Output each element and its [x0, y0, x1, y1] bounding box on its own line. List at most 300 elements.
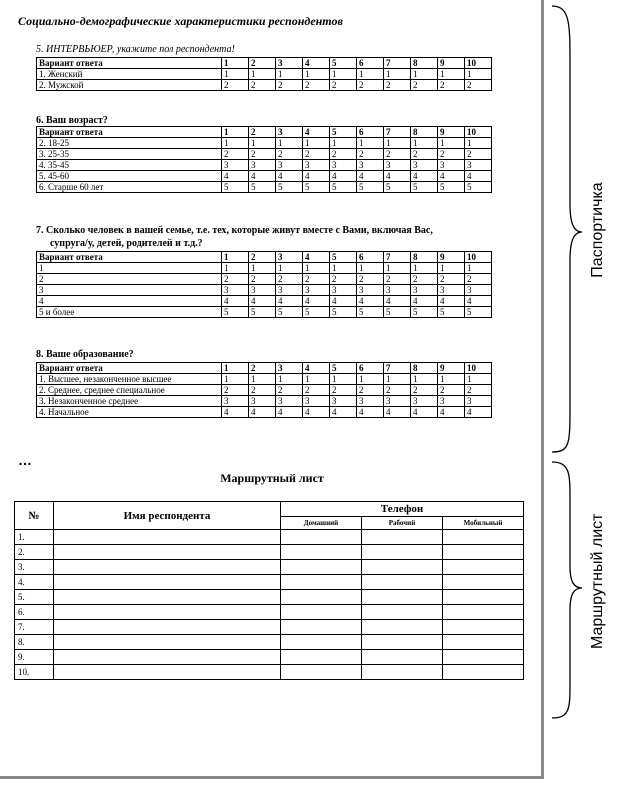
answer-code: 3	[438, 285, 465, 296]
route-cell-work[interactable]	[362, 575, 443, 590]
route-cell-name[interactable]	[54, 590, 281, 605]
question-7-table	[36, 251, 492, 318]
answer-code: 1	[276, 69, 303, 80]
answer-code: 4	[303, 407, 330, 418]
answer-code: 4	[330, 407, 357, 418]
answer-code: 1	[438, 138, 465, 149]
answer-code: 2	[411, 149, 438, 160]
answer-code: 3	[438, 396, 465, 407]
answer-code: 1	[330, 263, 357, 274]
answer-code: 4	[249, 296, 276, 307]
answer-code: 2	[276, 80, 303, 91]
route-row-number: 1.	[15, 530, 54, 545]
route-row	[15, 590, 524, 605]
column-header: 3	[276, 252, 303, 263]
column-header: 3	[276, 127, 303, 138]
answer-row	[37, 307, 492, 318]
answer-row	[37, 160, 492, 171]
answer-code: 1	[249, 138, 276, 149]
answer-row	[37, 80, 492, 91]
route-col-phone-work: Рабочий	[362, 517, 443, 530]
answer-code: 5	[276, 307, 303, 318]
route-cell-home[interactable]	[281, 635, 362, 650]
answer-code: 4	[411, 296, 438, 307]
column-header: 1	[222, 58, 249, 69]
answer-code: 5	[222, 182, 249, 193]
answer-code: 2	[438, 149, 465, 160]
answer-row	[37, 182, 492, 193]
route-cell-name[interactable]	[54, 575, 281, 590]
route-cell-home[interactable]	[281, 620, 362, 635]
answer-row	[37, 274, 492, 285]
answer-code: 4	[384, 407, 411, 418]
answer-code: 2	[249, 274, 276, 285]
answer-label: 2. 18-25	[37, 138, 222, 149]
answer-code: 2	[276, 149, 303, 160]
route-cell-mobile[interactable]	[443, 545, 524, 560]
answer-code: 2	[384, 274, 411, 285]
route-cell-mobile[interactable]	[443, 560, 524, 575]
answer-code: 2	[249, 149, 276, 160]
column-header: 3	[276, 363, 303, 374]
route-cell-work[interactable]	[362, 620, 443, 635]
answer-code: 3	[222, 160, 249, 171]
answer-code: 2	[330, 274, 357, 285]
column-header: 2	[249, 127, 276, 138]
question-5-title: 5. ИНТЕРВЬЮЕР, укажите пол респондента!	[36, 44, 235, 55]
route-cell-name[interactable]	[54, 635, 281, 650]
route-row-number: 3.	[15, 560, 54, 575]
answer-code: 1	[330, 138, 357, 149]
answer-code: 5	[357, 307, 384, 318]
column-header: 8	[411, 127, 438, 138]
answer-code: 2	[438, 80, 465, 91]
answer-code: 4	[411, 171, 438, 182]
answer-code: 5	[330, 182, 357, 193]
question-6-title: 6. Ваш возраст?	[36, 115, 108, 126]
route-cell-name[interactable]	[54, 545, 281, 560]
answer-code: 5	[249, 307, 276, 318]
answer-code: 1	[222, 374, 249, 385]
route-cell-mobile[interactable]	[443, 620, 524, 635]
answer-code: 4	[249, 407, 276, 418]
answer-code: 1	[438, 374, 465, 385]
answer-code: 4	[330, 171, 357, 182]
answer-code: 5	[303, 307, 330, 318]
answer-code: 5	[330, 307, 357, 318]
answer-code: 5	[357, 182, 384, 193]
route-row	[15, 605, 524, 620]
answer-code: 1	[222, 263, 249, 274]
column-header: 10	[465, 363, 492, 374]
answer-code: 3	[357, 160, 384, 171]
answer-code: 1	[384, 263, 411, 274]
answer-code: 2	[249, 80, 276, 91]
route-row-number: 9.	[15, 650, 54, 665]
answer-row	[37, 407, 492, 418]
answer-code: 4	[465, 407, 492, 418]
answer-code: 2	[330, 149, 357, 160]
column-header: 5	[330, 363, 357, 374]
route-col-name: Имя респондента	[54, 502, 281, 530]
answer-code: 4	[357, 171, 384, 182]
answer-code: 3	[249, 160, 276, 171]
column-header: 7	[384, 58, 411, 69]
column-header: 10	[465, 127, 492, 138]
route-cell-home[interactable]	[281, 650, 362, 665]
answer-code: 3	[276, 160, 303, 171]
question-8-table	[36, 362, 492, 418]
answer-label: 3	[37, 285, 222, 296]
column-header: 2	[249, 58, 276, 69]
side-label-passport: Паспортичка	[589, 182, 606, 278]
route-cell-home[interactable]	[281, 560, 362, 575]
answer-code: 4	[222, 171, 249, 182]
answer-code: 4	[357, 407, 384, 418]
answer-row	[37, 263, 492, 274]
answer-code: 4	[276, 296, 303, 307]
answer-code: 3	[222, 396, 249, 407]
route-row-number: 2.	[15, 545, 54, 560]
column-header: 8	[411, 58, 438, 69]
answer-label: 4. 35-45	[37, 160, 222, 171]
answer-row	[37, 149, 492, 160]
answer-code: 2	[465, 149, 492, 160]
answer-code: 1	[384, 138, 411, 149]
route-cell-name[interactable]	[54, 665, 281, 680]
answer-code: 2	[222, 149, 249, 160]
answer-label: 5. 45-60	[37, 171, 222, 182]
column-header: 4	[303, 58, 330, 69]
ellipsis: …	[18, 452, 32, 468]
route-sheet-table	[14, 501, 524, 680]
answer-code: 3	[384, 285, 411, 296]
route-row	[15, 530, 524, 545]
column-header: 4	[303, 363, 330, 374]
answer-code: 3	[222, 285, 249, 296]
column-header: 3	[276, 58, 303, 69]
answer-row	[37, 374, 492, 385]
answer-code: 1	[465, 138, 492, 149]
column-header: 6	[357, 363, 384, 374]
route-cell-mobile[interactable]	[443, 590, 524, 605]
route-row	[15, 665, 524, 680]
answer-row	[37, 396, 492, 407]
answer-code: 3	[411, 396, 438, 407]
answer-code: 4	[222, 296, 249, 307]
answer-code: 1	[465, 374, 492, 385]
answer-code: 2	[303, 385, 330, 396]
route-row	[15, 620, 524, 635]
answer-code: 2	[357, 149, 384, 160]
route-cell-name[interactable]	[54, 605, 281, 620]
answer-label: 2. Мужской	[37, 80, 222, 91]
answer-code: 4	[276, 171, 303, 182]
route-cell-name[interactable]	[54, 620, 281, 635]
answer-code: 2	[276, 274, 303, 285]
answer-code: 2	[411, 80, 438, 91]
column-header: 4	[303, 252, 330, 263]
answer-code: 1	[411, 69, 438, 80]
route-cell-home[interactable]	[281, 575, 362, 590]
answer-code: 5	[465, 182, 492, 193]
answer-code: 2	[438, 274, 465, 285]
answer-code: 2	[465, 80, 492, 91]
answer-code: 3	[276, 285, 303, 296]
answer-code: 1	[357, 69, 384, 80]
answer-code: 2	[303, 80, 330, 91]
answer-code: 2	[384, 385, 411, 396]
column-header: 2	[249, 363, 276, 374]
answer-code: 2	[330, 80, 357, 91]
answer-row	[37, 69, 492, 80]
answer-label: 2. Среднее, среднее специальное	[37, 385, 222, 396]
answer-code: 1	[303, 69, 330, 80]
route-cell-mobile[interactable]	[443, 650, 524, 665]
answer-code: 4	[384, 296, 411, 307]
answer-code: 2	[276, 385, 303, 396]
answer-code: 5	[222, 307, 249, 318]
answer-code: 1	[411, 374, 438, 385]
answer-code: 5	[384, 307, 411, 318]
answer-code: 3	[411, 160, 438, 171]
column-header: 7	[384, 252, 411, 263]
answer-code: 3	[465, 160, 492, 171]
route-col-phone-mobile: Мобильный	[443, 517, 524, 530]
answer-header: Вариант ответа	[37, 363, 222, 374]
route-cell-mobile[interactable]	[443, 635, 524, 650]
side-label-route: Маршрутный лист	[589, 513, 606, 649]
answer-code: 4	[438, 296, 465, 307]
answer-code: 5	[384, 182, 411, 193]
route-cell-home[interactable]	[281, 665, 362, 680]
answer-code: 3	[357, 396, 384, 407]
route-cell-work[interactable]	[362, 605, 443, 620]
answer-code: 2	[222, 80, 249, 91]
answer-code: 4	[438, 407, 465, 418]
answer-label: 4	[37, 296, 222, 307]
answer-code: 3	[330, 396, 357, 407]
answer-code: 4	[384, 171, 411, 182]
answer-code: 1	[438, 69, 465, 80]
column-header: 5	[330, 127, 357, 138]
answer-code: 5	[411, 307, 438, 318]
answer-code: 3	[330, 160, 357, 171]
answer-code: 1	[303, 374, 330, 385]
answer-code: 4	[465, 171, 492, 182]
route-row	[15, 635, 524, 650]
route-cell-name[interactable]	[54, 650, 281, 665]
answer-code: 1	[384, 69, 411, 80]
answer-code: 1	[357, 138, 384, 149]
answer-code: 3	[249, 285, 276, 296]
route-col-phone-home: Домашний	[281, 517, 362, 530]
answer-code: 2	[384, 149, 411, 160]
answer-code: 3	[303, 285, 330, 296]
answer-code: 2	[384, 80, 411, 91]
column-header: 1	[222, 252, 249, 263]
answer-code: 2	[465, 274, 492, 285]
answer-code: 4	[330, 296, 357, 307]
answer-code: 2	[465, 385, 492, 396]
route-col-phone: Телефон	[281, 502, 524, 517]
column-header: 6	[357, 127, 384, 138]
route-cell-work[interactable]	[362, 650, 443, 665]
answer-code: 3	[303, 160, 330, 171]
answer-code: 4	[276, 407, 303, 418]
answer-code: 2	[303, 149, 330, 160]
answer-code: 4	[357, 296, 384, 307]
answer-code: 1	[249, 69, 276, 80]
question-8-title: 8. Ваше образование?	[36, 349, 134, 360]
column-header: 1	[222, 127, 249, 138]
answer-code: 3	[465, 285, 492, 296]
answer-code: 1	[249, 374, 276, 385]
answer-label: 6. Старше 60 лет	[37, 182, 222, 193]
answer-code: 1	[276, 138, 303, 149]
answer-code: 1	[411, 263, 438, 274]
answer-code: 2	[249, 385, 276, 396]
answer-code: 4	[303, 171, 330, 182]
route-cell-home[interactable]	[281, 545, 362, 560]
answer-header: Вариант ответа	[37, 252, 222, 263]
route-sheet-title: Маршрутный лист	[220, 471, 324, 485]
answer-row	[37, 385, 492, 396]
route-cell-work[interactable]	[362, 530, 443, 545]
column-header: 8	[411, 363, 438, 374]
route-col-number: №	[15, 502, 54, 530]
question-7-title-cont: супруга/у, детей, родителей и т.д.?	[50, 238, 203, 249]
answer-code: 3	[384, 160, 411, 171]
answer-code: 1	[276, 374, 303, 385]
answer-code: 2	[357, 385, 384, 396]
answer-code: 1	[465, 263, 492, 274]
route-row-number: 4.	[15, 575, 54, 590]
column-header: 7	[384, 363, 411, 374]
answer-code: 2	[222, 385, 249, 396]
answer-code: 5	[465, 307, 492, 318]
answer-code: 5	[249, 182, 276, 193]
answer-code: 2	[330, 385, 357, 396]
answer-code: 5	[303, 182, 330, 193]
question-6-table	[36, 126, 492, 193]
answer-code: 1	[465, 69, 492, 80]
answer-code: 3	[276, 396, 303, 407]
route-cell-mobile[interactable]	[443, 665, 524, 680]
route-cell-work[interactable]	[362, 545, 443, 560]
route-row-number: 10.	[15, 665, 54, 680]
answer-label: 5 и более	[37, 307, 222, 318]
column-header: 1	[222, 363, 249, 374]
route-row-number: 5.	[15, 590, 54, 605]
route-cell-work[interactable]	[362, 665, 443, 680]
answer-code: 4	[411, 407, 438, 418]
answer-code: 1	[222, 69, 249, 80]
answer-code: 2	[357, 80, 384, 91]
column-header: 9	[438, 252, 465, 263]
answer-code: 5	[276, 182, 303, 193]
answer-row	[37, 171, 492, 182]
answer-row	[37, 285, 492, 296]
answer-code: 1	[222, 138, 249, 149]
answer-code: 1	[438, 263, 465, 274]
route-brace-icon	[548, 460, 588, 722]
answer-code: 1	[276, 263, 303, 274]
column-header: 10	[465, 252, 492, 263]
answer-code: 2	[438, 385, 465, 396]
answer-code: 1	[303, 138, 330, 149]
route-cell-home[interactable]	[281, 590, 362, 605]
route-cell-name[interactable]	[54, 530, 281, 545]
route-row-number: 7.	[15, 620, 54, 635]
question-7-title: 7. Сколько человек в вашей семье, т.е. тех, которые живут вместе с Вами, включая Вас,	[36, 225, 433, 236]
passport-brace-icon	[548, 4, 588, 454]
route-cell-home[interactable]	[281, 605, 362, 620]
answer-code: 3	[384, 396, 411, 407]
answer-label: 1. Высшее, незаконченное высшее	[37, 374, 222, 385]
route-cell-mobile[interactable]	[443, 605, 524, 620]
answer-label: 1	[37, 263, 222, 274]
answer-header: Вариант ответа	[37, 58, 222, 69]
answer-code: 5	[438, 182, 465, 193]
route-row	[15, 545, 524, 560]
route-cell-work[interactable]	[362, 590, 443, 605]
answer-code: 4	[303, 296, 330, 307]
answer-label: 3. 25-35	[37, 149, 222, 160]
answer-code: 2	[222, 274, 249, 285]
column-header: 6	[357, 58, 384, 69]
answer-code: 3	[330, 285, 357, 296]
column-header: 5	[330, 58, 357, 69]
column-header: 9	[438, 363, 465, 374]
answer-code: 4	[465, 296, 492, 307]
answer-code: 1	[303, 263, 330, 274]
route-row	[15, 560, 524, 575]
answer-code: 1	[411, 138, 438, 149]
route-cell-home[interactable]	[281, 530, 362, 545]
column-header: 4	[303, 127, 330, 138]
answer-code: 4	[438, 171, 465, 182]
answer-code: 2	[411, 385, 438, 396]
route-cell-work[interactable]	[362, 560, 443, 575]
answer-code: 2	[411, 274, 438, 285]
answer-code: 5	[411, 182, 438, 193]
question-5-table	[36, 57, 492, 91]
answer-label: 1. Женский	[37, 69, 222, 80]
answer-code: 1	[330, 69, 357, 80]
answer-label: 4. Начальное	[37, 407, 222, 418]
route-row-number: 6.	[15, 605, 54, 620]
column-header: 2	[249, 252, 276, 263]
answer-code: 1	[357, 374, 384, 385]
answer-code: 1	[249, 263, 276, 274]
column-header: 10	[465, 58, 492, 69]
route-cell-mobile[interactable]	[443, 575, 524, 590]
route-cell-name[interactable]	[54, 560, 281, 575]
answer-code: 1	[357, 263, 384, 274]
column-header: 6	[357, 252, 384, 263]
column-header: 9	[438, 127, 465, 138]
route-cell-mobile[interactable]	[443, 530, 524, 545]
route-cell-work[interactable]	[362, 635, 443, 650]
document-title: Социально-демографические характеристики респондентов	[18, 14, 343, 28]
answer-row	[37, 296, 492, 307]
answer-code: 3	[357, 285, 384, 296]
column-header: 8	[411, 252, 438, 263]
route-row	[15, 650, 524, 665]
answer-label: 3. Незаконченное среднее	[37, 396, 222, 407]
answer-code: 2	[303, 274, 330, 285]
